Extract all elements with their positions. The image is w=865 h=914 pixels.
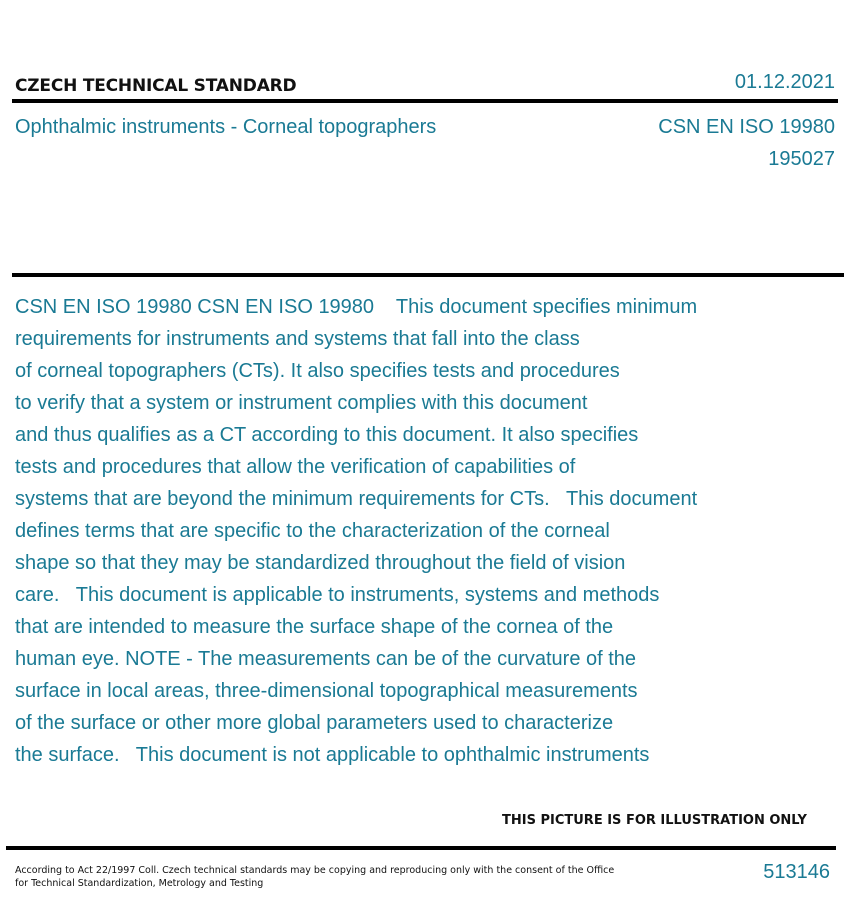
abstract-line: CSN EN ISO 19980 CSN EN ISO 19980 This document specifies minimum — [15, 296, 698, 318]
abstract-line: and thus qualifies as a CT according to this document. It also specifies — [15, 424, 639, 446]
abstract-line: shape so that they may be standardized throughout the field of vision — [15, 552, 626, 574]
standard-title: Ophthalmic instruments - Corneal topographers — [15, 116, 437, 138]
header-divider — [12, 99, 838, 103]
abstract-line: of corneal topographers (CTs). It also specifies tests and procedures — [15, 360, 620, 382]
abstract-line: surface in local areas, three-dimensional topographical measurements — [15, 680, 638, 702]
abstract-text — [15, 291, 775, 771]
abstract-line: of the surface or other more global parameters used to characterize — [15, 712, 614, 734]
header-label: CZECH TECHNICAL STANDARD — [15, 76, 297, 96]
legal-notice — [15, 864, 615, 890]
legal-notice-line: According to Act 22/1997 Coll. Czech technical standards may be copying and reproducing only with the consent of the Office — [15, 865, 615, 876]
issue-date: 01.12.2021 — [734, 71, 835, 93]
abstract-line: to verify that a system or instrument complies with this document — [15, 392, 588, 414]
abstract-line: care. This document is applicable to instruments, systems and methods — [15, 584, 660, 606]
catalog-number: 195027 — [768, 148, 835, 170]
abstract-line: human eye. NOTE - The measurements can be of the curvature of the — [15, 648, 637, 670]
section-divider — [12, 273, 844, 277]
abstract-line: the surface. This document is not applicable to ophthalmic instruments — [15, 744, 650, 766]
abstract-line: requirements for instruments and systems that fall into the class — [15, 328, 580, 350]
abstract-line: defines terms that are specific to the characterization of the corneal — [15, 520, 610, 542]
abstract-line: systems that are beyond the minimum requirements for CTs. This document — [15, 488, 698, 510]
abstract-line: that are intended to measure the surface shape of the cornea of the — [15, 616, 614, 638]
illustration-note: THIS PICTURE IS FOR ILLUSTRATION ONLY — [502, 813, 807, 828]
footer-divider — [6, 846, 836, 850]
document-id: 513146 — [763, 861, 830, 883]
abstract-line: tests and procedures that allow the verification of capabilities of — [15, 456, 576, 478]
standard-number: CSN EN ISO 19980 — [658, 116, 835, 138]
legal-notice-line: for Technical Standardization, Metrology and Testing — [15, 878, 264, 889]
